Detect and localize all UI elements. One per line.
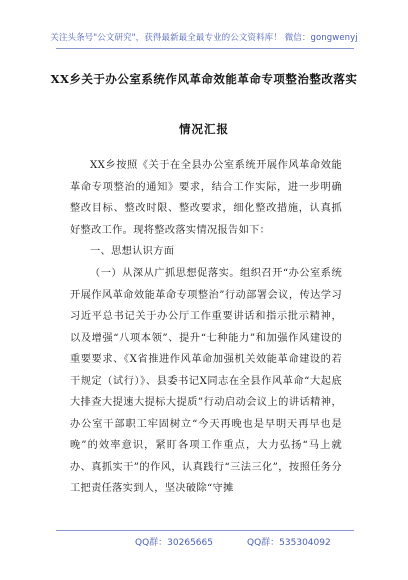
footer-divider <box>56 530 354 531</box>
section-heading: 一、思想认识方面 <box>90 246 175 257</box>
body-paragraph: （一）从深从广抓思想促落实。组织召开“办公室系统开展作风革命效能革命专项整治”行动部署会议，传达学习习近平总书记关于办公厅工作重要讲话和指示批示精神，以及增强“八项本领”、提升“七种能力”和加强作风建设的重要要求、《X省推进作风革命加强机关效能革命建设的若干规定（试行）》、县委书记X同志在全县作风革命“大起底大排查大提速大提标大提质”行动启动会议上的讲话精神，办公室干部职工牢固树立“今天再晚也是早明天再早也是晚”的效率意识，紧盯各项工作重点，大力弘扬“马上就办、真抓实干”的作风，认真践行“三法三化”，按照任务分工把责任落实到人，坚决破除“守摊 <box>70 268 342 494</box>
header-divider <box>56 48 354 49</box>
footer-qq-group-1: QQ群：30265665 <box>135 538 213 548</box>
intro-paragraph: XX乡按照《关于在全县办公室系统开展作风革命效能革命专项整治的通知》要求，结合工作实际，进一步明确整改目标、整改时限、整改要求，细化整改措施，认真抓好整改工作。现将整改落实情况报告如下： <box>70 160 342 236</box>
header-banner: 关注头条号"公文研究"，获得最新最全最专业的公文资料库！ 微信：gongwenyj <box>50 33 358 43</box>
document-subtitle: 情况汇报 <box>179 122 229 136</box>
document-title: XX乡关于办公室系统作风革命效能革命专项整治整改落实 <box>50 72 358 86</box>
footer-qq-group-2: QQ群：535304092 <box>247 538 331 548</box>
